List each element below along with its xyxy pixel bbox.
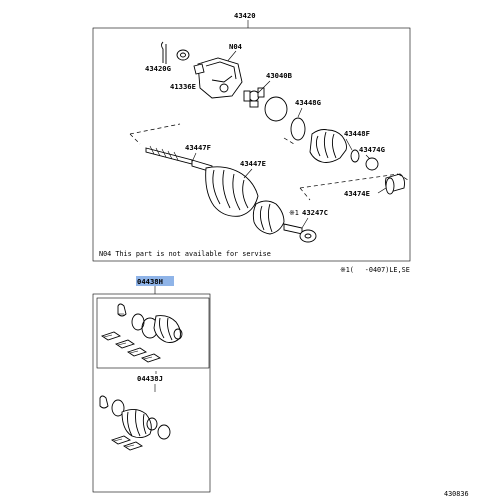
label-43474e[interactable]: 43474E [344,189,370,198]
label-43448f[interactable]: 43448F [344,129,370,138]
label-43448g[interactable]: 43448G [295,98,321,107]
label-n04[interactable]: N04 [229,42,242,51]
cotter-pin-icon [162,42,167,64]
label-04438h[interactable]: 04438H [137,277,163,286]
boot-right-icon [310,130,347,163]
boot-kit-frame [93,294,210,492]
boot-left-icon [206,167,258,216]
label-43247c[interactable]: 43247C [302,208,328,217]
label-04438j[interactable]: 04438J [137,374,163,383]
label-43447f[interactable]: 43447F [185,143,211,152]
spider-icon [244,88,264,107]
availability-note: N04 This part is not available for servise [99,250,271,258]
damper-icon [386,174,405,194]
ring-small-icon [366,158,378,170]
snap-ring-icon [265,97,287,121]
label-43420g[interactable]: 43420G [145,64,171,73]
kit-j-parts-icon [100,396,170,450]
applicability-note: ※1( -0407)LE,SE [340,266,410,274]
outboard-joint-icon [194,58,242,98]
kit-h-parts-icon [102,304,182,362]
label-43447e[interactable]: 43447E [240,159,266,168]
label-43474g[interactable]: 43474G [359,145,385,154]
label-43420[interactable]: 43420 [234,11,256,20]
nut-icon [177,50,189,60]
star-mark: ※1 [289,209,299,217]
clamp-small-icon [351,150,359,162]
label-41336e[interactable]: 41336E [170,82,196,91]
label-43040b[interactable]: 43040B [266,71,292,80]
boot-band-icon [291,118,305,140]
diagram-code: 430836 [444,490,469,498]
